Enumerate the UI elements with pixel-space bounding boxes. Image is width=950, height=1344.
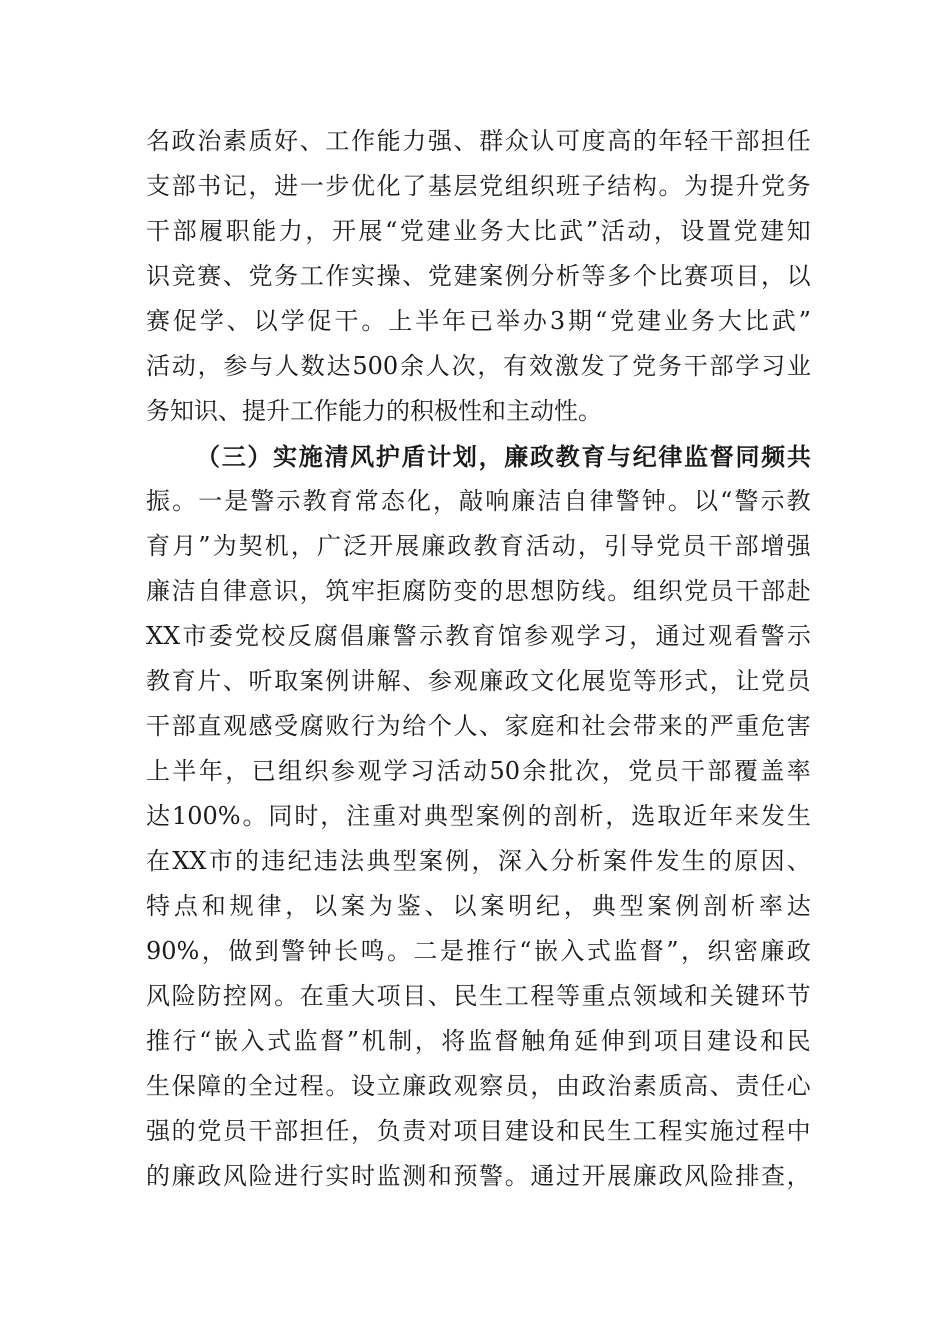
- text-line: 干 部 履 职 能 力 ， 开 展 “ 党 建 业 务 大 比 武 ” 活 动 ， 设 置 党 建 知: [146, 217, 811, 245]
- text-line: 赛 促 学 、 以 学 促 干 。 上 半 年 已 举 办 3 期 “ 党 建 业 务 大 比 武 ”: [146, 307, 811, 335]
- text-line: 在 XX 市 的 违 纪 违 法 典 型 案 例 ， 深 入 分 析 案 件 发 生 的 原 因 、: [146, 847, 811, 875]
- text-line: 育 月 ” 为 契 机 ， 广 泛 开 展 廉 政 教 育 活 动 ， 引 导 党 员 干 部 增 强: [146, 532, 811, 560]
- text-line: 达 100% 。 同 时 ， 注 重 对 典 型 案 例 的 剖 析 ， 选 取 近 年 来 发 生: [146, 802, 811, 830]
- text-line: XX 市 委 党 校 反 腐 倡 廉 警 示 教 育 馆 参 观 学 习 ， 通 过 观 看 警 示: [146, 622, 811, 650]
- text-line: 90% ， 做 到 警 钟 长 鸣 。 二 是 推 行 “ 嵌 入 式 监 督 ” ， 织 密 廉 政: [146, 937, 811, 965]
- text-line: 廉 洁 自 律 意 识 ， 筑 牢 拒 腐 防 变 的 思 想 防 线 。 组 织 党 员 干 部 赴: [146, 577, 811, 605]
- text-line: 干 部 直 观 感 受 腐 败 行 为 给 个 人 、 家 庭 和 社 会 带 来 的 严 重 危 害: [146, 712, 811, 740]
- text-line: 务知识、提升工作能力的积极性和主动性。: [146, 397, 602, 425]
- text-line: 推 行 “ 嵌 入 式 监 督 ” 机 制 ， 将 监 督 触 角 延 伸 到 项 目 建 设 和 民: [146, 1027, 811, 1055]
- text-line: 生 保 障 的 全 过 程 。 设 立 廉 政 观 察 员 ， 由 政 治 素 质 高 、 责 任 心: [146, 1072, 811, 1100]
- section-heading-line: （ 三 ） 实 施 清 风 护 盾 计 划 ， 廉 政 教 育 与 纪 律 监 督 同 频 共: [196, 442, 811, 471]
- body-text: [146, 119, 811, 1199]
- text-line: 名 政 治 素 质 好 、 工 作 能 力 强 、 群 众 认 可 度 高 的 年 轻 干 部 担 任: [146, 127, 811, 155]
- text-line: 振 。 一 是 警 示 教 育 常 态 化 ， 敲 响 廉 洁 自 律 警 钟 。 以 “ 警 示 教: [146, 487, 811, 515]
- text-line: 的 廉 政 风 险 进 行 实 时 监 测 和 预 警 。 通 过 开 展 廉 政 风 险 排 查 ，: [146, 1162, 811, 1190]
- text-line: 教 育 片 、 听 取 案 例 讲 解 、 参 观 廉 政 文 化 展 览 等 形 式 ， 让 党 员: [146, 667, 811, 695]
- text-line: 特 点 和 规 律 ， 以 案 为 鉴 、 以 案 明 纪 ， 典 型 案 例 剖 析 率 达: [146, 892, 811, 920]
- text-line: 活 动 ， 参 与 人 数 达 500 余 人 次 ， 有 效 激 发 了 党 务 干 部 学 习 业: [146, 352, 811, 380]
- text-line: 强 的 党 员 干 部 担 任 ， 负 责 对 项 目 建 设 和 民 生 工 程 实 施 过 程 中: [146, 1117, 811, 1145]
- text-line: 识 竞 赛 、 党 务 工 作 实 操 、 党 建 案 例 分 析 等 多 个 比 赛 项 目 ， 以: [146, 262, 811, 290]
- text-line: 风 险 防 控 网 。 在 重 大 项 目 、 民 生 工 程 等 重 点 领 域 和 关 键 环 节: [146, 982, 811, 1010]
- text-line: 上 半 年 ， 已 组 织 参 观 学 习 活 动 50 余 批 次 ， 党 员 干 部 覆 盖 率: [146, 757, 811, 785]
- text-line: 支 部 书 记 ， 进 一 步 优 化 了 基 层 党 组 织 班 子 结 构 。 为 提 升 党 务: [146, 172, 811, 200]
